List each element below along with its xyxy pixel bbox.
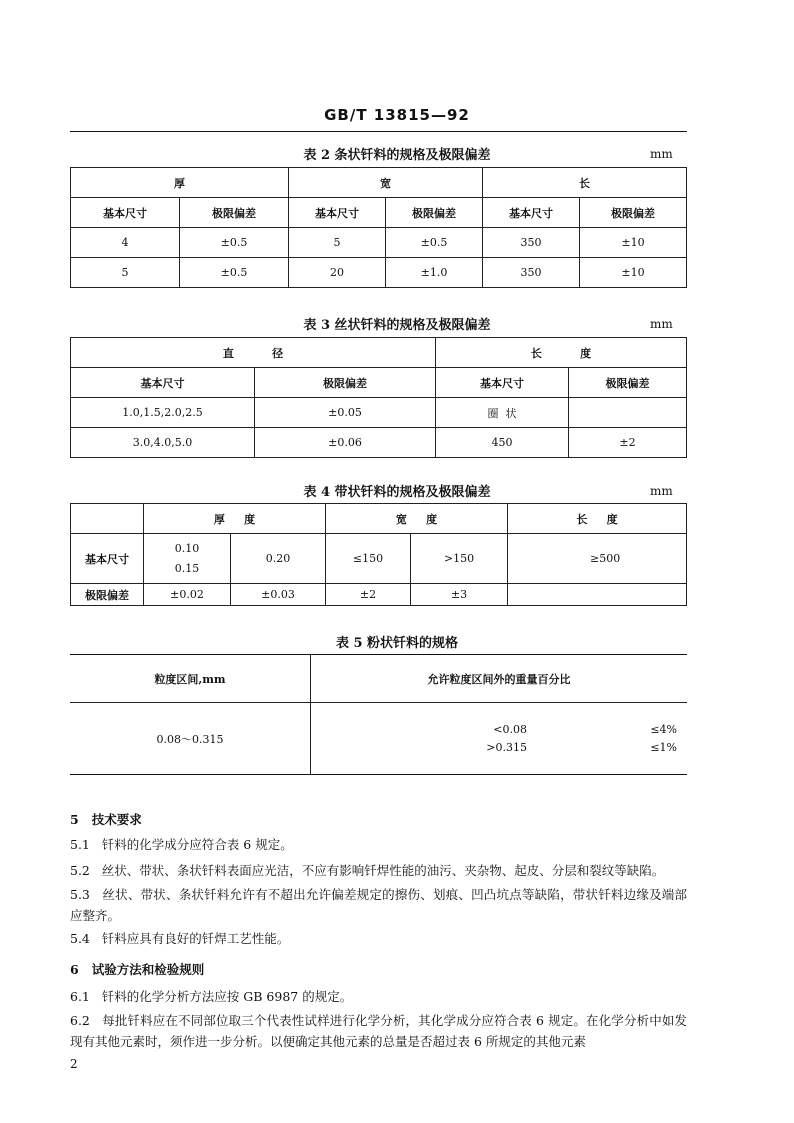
table5-header: 允许粒度区间外的重量百分比 [311, 655, 688, 703]
table5-item [311, 739, 687, 757]
table3-subheader: 基本尺寸 [436, 368, 569, 398]
table-cell: ≤150 [326, 534, 411, 584]
table3-group-diameter: 直 径 [71, 338, 436, 368]
section6-para-1: 6.1 钎料的化学分析方法应按 GB 6987 的规定。 [70, 989, 353, 1004]
cell-value: <0.08 [493, 722, 527, 736]
table4-group-width: 宽 度 [326, 504, 508, 534]
section5-para-2: 5.2 丝状、带状、条状钎料表面应光洁，不应有影响钎焊性能的油污、夹杂物、起皮、分层和裂纹等缺陷。 [70, 863, 665, 878]
table-cell: 5 [289, 228, 386, 258]
cell-value: ≤4% [650, 722, 677, 736]
table-cell [144, 534, 231, 584]
table5-caption: 表 5 粉状钎料的规格 [335, 636, 459, 651]
table-row [71, 534, 687, 584]
table2 [70, 167, 687, 288]
table3-subheader: 极限偏差 [569, 368, 687, 398]
table-cell: 1.0,1.5,2.0,2.5 [71, 398, 255, 428]
table-row [71, 428, 687, 458]
table3-caption: 表 3 丝状钎料的规格及极限偏差 [303, 318, 491, 333]
table-cell: ±10 [580, 258, 687, 288]
table3-subheader: 基本尺寸 [71, 368, 255, 398]
table-cell [508, 584, 687, 606]
table-cell: >150 [411, 534, 508, 584]
table-cell: 350 [483, 258, 580, 288]
table2-group-length: 长 [483, 168, 687, 198]
table-row [70, 703, 687, 775]
table-cell [569, 398, 687, 428]
table2-group-width: 宽 [289, 168, 483, 198]
table-cell: ≥500 [508, 534, 687, 584]
table-cell: ±0.05 [255, 398, 436, 428]
table2-group-thickness: 厚 [71, 168, 289, 198]
table-cell: 20 [289, 258, 386, 288]
cell-value: >0.315 [486, 740, 527, 754]
table3-subheader: 极限偏差 [255, 368, 436, 398]
table-row [71, 258, 687, 288]
table4 [70, 503, 687, 606]
section5-para-1: 5.1 钎料的化学成分应符合表 6 规定。 [70, 837, 293, 852]
table-cell: ±2 [326, 584, 411, 606]
page-number: 2 [70, 1057, 78, 1071]
table2-subheader: 基本尺寸 [71, 198, 180, 228]
table2-subheader: 极限偏差 [580, 198, 687, 228]
table-cell: 0.20 [231, 534, 326, 584]
table2-subheader: 极限偏差 [180, 198, 289, 228]
table5-header: 粒度区间,mm [70, 655, 311, 703]
table-cell: ±0.5 [180, 228, 289, 258]
table4-group-length: 长 度 [508, 504, 687, 534]
table3-group-length: 长 度 [436, 338, 687, 368]
table3-unit: mm [650, 317, 673, 331]
table-cell: 350 [483, 228, 580, 258]
table4-caption: 表 4 带状钎料的规格及极限偏差 [303, 485, 491, 500]
table3 [70, 337, 687, 458]
table2-caption: 表 2 条状钎料的规格及极限偏差 [303, 148, 491, 163]
section6-para-2: 6.2 每批钎料应在不同部位取三个代表性试样进行化学分析，其化学成分应符合表 6 规定。在化学分析中如发现有其他元素时，须作进一步分析。以便确定其他元素的总量是否超过表 6 所规定的其他元素 [70, 1013, 687, 1049]
table-cell: ±0.03 [231, 584, 326, 606]
standard-code: GB/T 13815—92 [324, 106, 470, 124]
table-row [71, 398, 687, 428]
table-cell: ±1.0 [386, 258, 483, 288]
table5-item [311, 721, 687, 739]
table-cell: 圈 状 [436, 398, 569, 428]
table2-subheader: 基本尺寸 [289, 198, 386, 228]
table-cell: 3.0,4.0,5.0 [71, 428, 255, 458]
table2-subheader: 基本尺寸 [483, 198, 580, 228]
cell-value: 0.15 [174, 561, 200, 575]
section6-title: 6 试验方法和检验规则 [70, 962, 205, 977]
section5-para-3: 5.3 丝状、带状、条状钎料允许有不超出允许偏差规定的擦伤、划痕、凹凸坑点等缺陷，带状钎料边缘及端部应整齐。 [70, 887, 687, 923]
table-cell: ±0.5 [180, 258, 289, 288]
table-cell: ±3 [411, 584, 508, 606]
table-cell: 0.08～0.315 [70, 703, 311, 775]
table4-group-thickness: 厚 度 [144, 504, 326, 534]
table4-unit: mm [650, 484, 673, 498]
table2-subheader: 极限偏差 [386, 198, 483, 228]
header-rule [70, 131, 687, 132]
table5 [70, 654, 687, 775]
section5-para-4: 5.4 钎料应具有良好的钎焊工艺性能。 [70, 931, 290, 946]
table-cell: 5 [71, 258, 180, 288]
cell-value: ≤1% [650, 740, 677, 754]
table-cell: 450 [436, 428, 569, 458]
table-row [71, 228, 687, 258]
table-cell: ±10 [580, 228, 687, 258]
table2-unit: mm [650, 147, 673, 161]
section5-title: 5 技术要求 [70, 812, 142, 827]
table-cell: 4 [71, 228, 180, 258]
table-cell [311, 703, 688, 775]
table-row [71, 584, 687, 606]
table-cell: ±2 [569, 428, 687, 458]
table-cell: ±0.5 [386, 228, 483, 258]
table4-row-label: 基本尺寸 [71, 534, 144, 584]
cell-value: 0.10 [174, 541, 200, 555]
table-cell: ±0.02 [144, 584, 231, 606]
table4-row-label: 极限偏差 [71, 584, 144, 606]
table-cell: ±0.06 [255, 428, 436, 458]
